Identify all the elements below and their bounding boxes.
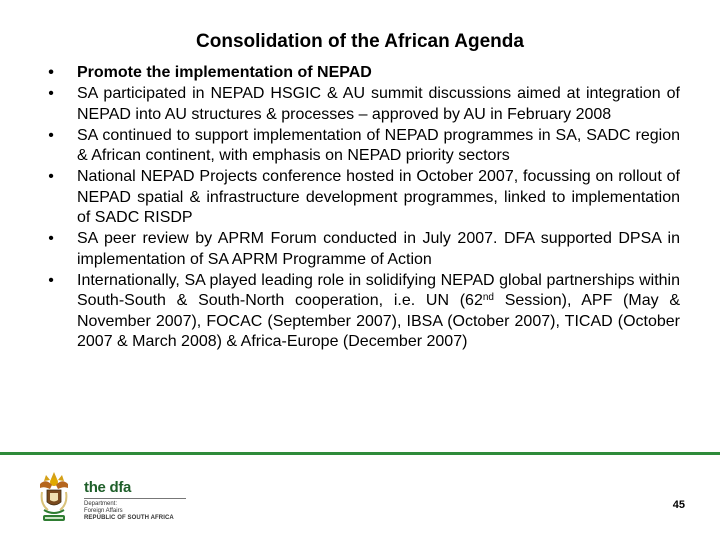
brand-divider [84,498,186,499]
brand-department: Department: [84,501,118,507]
bullet-item [44,167,680,228]
bullet-item [44,271,680,352]
brand-country: REPUBLIC OF SOUTH AFRICA [84,515,174,521]
bullet-text: SA peer review by APRM Forum conducted in July 2007. DFA supported DPSA in implementation of SA APRM Programme of Action [77,230,680,268]
footer-divider [0,452,720,455]
bullet-text: National NEPAD Projects conference hosted in October 2007, focussing on rollout of NEPAD spatial & infrastructure development programmes, linked to implementation of SADC RISDP [77,168,680,227]
bullet-text [77,272,680,350]
bullet-item [44,126,680,167]
bullet-marker: • [48,64,54,81]
page-number: 45 [672,499,685,511]
bullet-item [44,63,680,83]
bullet-text-part: Session), APF (May & November 2007), FOCAC (September 2007), IBSA (October 2007), TICAD (October 2007 & March 2008) & Africa-Europe (December 2007) [77,292,680,350]
bullet-text: SA continued to support implementation of NEPAD programmes in SA, SADC region & African continent, with emphasis on NEPAD priority sectors [77,126,680,165]
bullet-item [44,229,680,270]
bullet-marker: • [48,271,54,289]
bullet-text: Promote the implementation of NEPAD [77,64,372,81]
bullet-text-part: Internationally, SA played leading role in solidifying NEPAD global partnerships within South-South & South-North cooperation, i.e. UN (62 [77,271,680,310]
bullet-marker: • [48,85,54,103]
bullet-list [44,63,680,353]
slide-title: Consolidation of the African Agenda [196,31,524,52]
brand-ministry: Foreign Affairs [84,508,123,514]
bullet-item [44,84,680,125]
bullet-marker: • [48,230,54,248]
dfa-brand [84,480,194,522]
coat-of-arms-icon [34,470,74,524]
brand-name: the dfa [84,479,132,496]
bullet-marker: • [48,126,54,144]
ordinal-superscript: nd [482,292,494,304]
bullet-text: SA participated in NEPAD HSGIC & AU summit discussions aimed at integration of NEPAD into AU structures & processes – approved by AU in February 2008 [77,85,680,123]
bullet-marker: • [48,168,54,186]
